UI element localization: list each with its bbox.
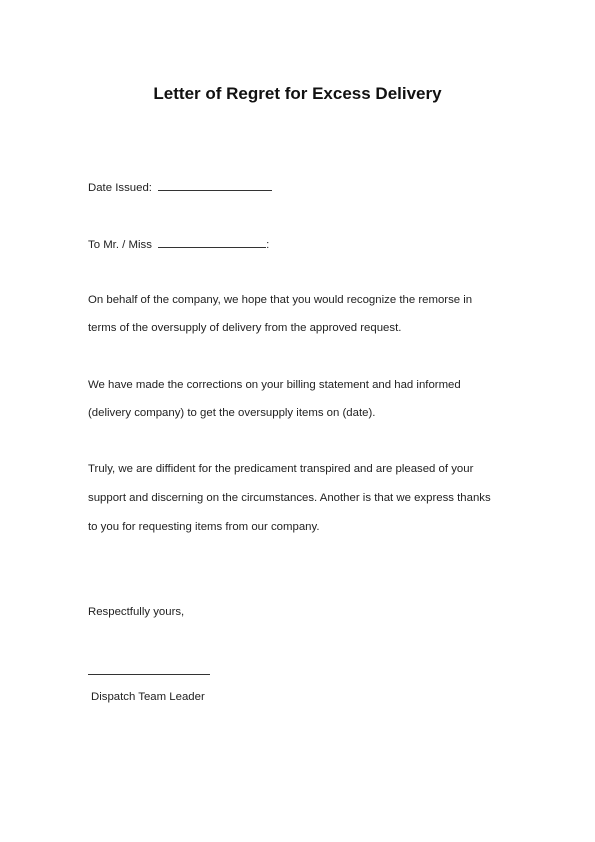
paragraph3-line2: support and discerning on the circumstances. Another is that we express thanks (88, 492, 491, 504)
paragraph2-line2: (delivery company) to get the oversupply items on (date). (88, 407, 376, 419)
signature-blank (88, 664, 210, 675)
recipient-name-blank (158, 237, 266, 248)
date-line (88, 180, 272, 194)
paragraph3-line3: to you for requesting items from our company. (88, 521, 320, 533)
paragraph1-line1: On behalf of the company, we hope that you would recognize the remorse in (88, 294, 473, 306)
date-blank (158, 180, 272, 191)
closing-line: Respectfully yours, (88, 606, 185, 618)
paragraph2-line1: We have made the corrections on your billing statement and had informed (88, 379, 461, 391)
salutation-line (88, 237, 269, 251)
letter-title: Letter of Regret for Excess Delivery (153, 84, 442, 103)
signer-title: Dispatch Team Leader (91, 691, 205, 703)
date-label: Date Issued: (88, 182, 152, 194)
paragraph1-line2: terms of the oversupply of delivery from the approved request. (88, 322, 402, 334)
signature-line (88, 664, 210, 678)
salutation-suffix: : (266, 239, 270, 251)
paragraph3-line1: Truly, we are diffident for the predicament transpired and are pleased of your (88, 463, 474, 475)
salutation-prefix: To Mr. / Miss (88, 239, 152, 251)
